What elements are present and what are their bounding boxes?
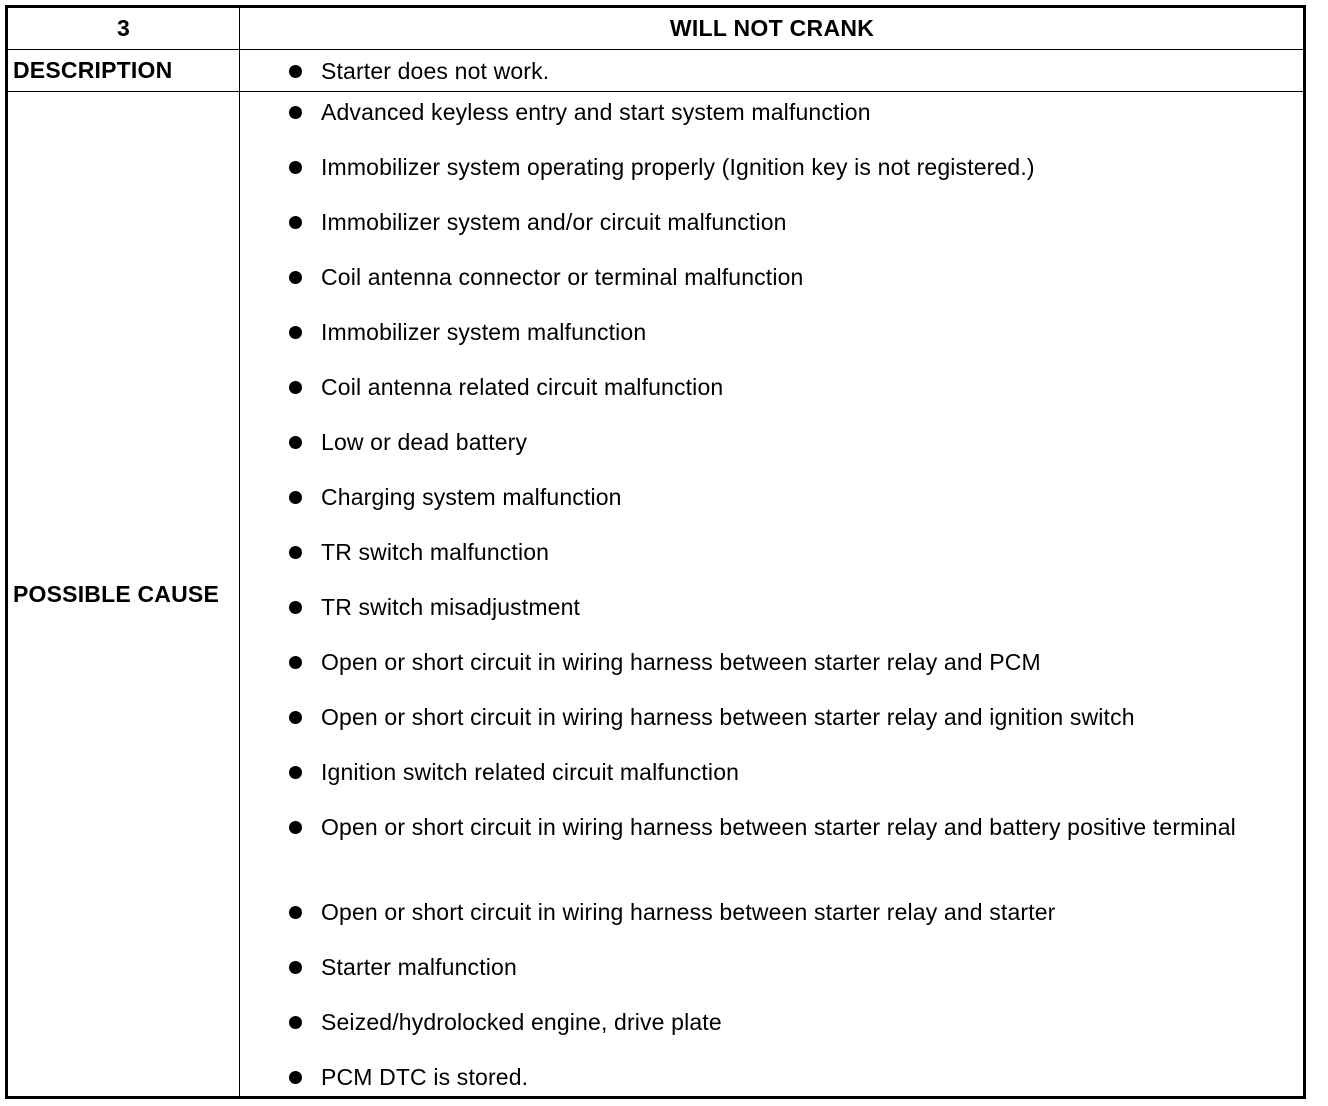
list-item-text: Ignition switch related circuit malfunction — [321, 759, 740, 785]
list-item — [241, 897, 1273, 927]
list-item — [241, 317, 1273, 347]
list-item-text: TR switch malfunction — [321, 539, 550, 565]
bullet-icon — [289, 546, 302, 559]
description-row — [8, 50, 1303, 92]
list-item — [241, 702, 1273, 732]
bullet-icon — [289, 106, 302, 119]
list-item-text: Open or short circuit in wiring harness between starter relay and ignition switch — [321, 704, 1135, 730]
symptom-title: WILL NOT CRANK — [669, 15, 875, 41]
list-item — [241, 1007, 1273, 1037]
list-item — [241, 812, 1273, 842]
table-header-row — [8, 8, 1303, 50]
troubleshooting-table — [5, 5, 1306, 1099]
description-label: DESCRIPTION — [13, 57, 173, 83]
list-item — [241, 152, 1273, 182]
possible-cause-row — [8, 92, 1303, 1096]
symptom-number: 3 — [117, 15, 130, 41]
bullet-icon — [289, 326, 302, 339]
list-item-text: Coil antenna connector or terminal malfunction — [321, 264, 804, 290]
column-divider — [239, 50, 240, 91]
list-item — [241, 372, 1273, 402]
bullet-icon — [289, 821, 302, 834]
bullet-icon — [289, 1071, 302, 1084]
list-item-text: PCM DTC is stored. — [321, 1064, 529, 1090]
bullet-icon — [289, 271, 302, 284]
list-item-text: TR switch misadjustment — [321, 594, 581, 620]
description-cell — [241, 50, 1303, 91]
list-item — [241, 592, 1273, 622]
list-item — [241, 262, 1273, 292]
list-item-text: Immobilizer system and/or circuit malfunction — [321, 209, 787, 235]
bullet-icon — [289, 161, 302, 174]
list-item — [241, 537, 1273, 567]
list-item-text: Coil antenna related circuit malfunction — [321, 374, 724, 400]
bullet-icon — [289, 1016, 302, 1029]
list-item — [241, 647, 1273, 677]
bullet-icon — [289, 601, 302, 614]
list-item-text: Open or short circuit in wiring harness between starter relay and PCM — [321, 649, 1041, 675]
column-divider — [239, 8, 240, 49]
list-item — [241, 482, 1273, 512]
bullet-icon — [289, 381, 302, 394]
column-divider — [239, 92, 240, 1096]
list-item — [241, 757, 1273, 787]
bullet-icon — [289, 766, 302, 779]
possible-cause-label: POSSIBLE CAUSE — [13, 580, 220, 607]
list-item-text: Seized/hydrolocked engine, drive plate — [321, 1009, 722, 1035]
bullet-icon — [289, 961, 302, 974]
list-item — [241, 952, 1273, 982]
list-item-text: Advanced keyless entry and start system malfunction — [321, 99, 871, 125]
bullet-icon — [289, 216, 302, 229]
description-item-text: Starter does not work. — [321, 57, 550, 84]
bullet-icon — [289, 656, 302, 669]
list-item — [241, 97, 1273, 127]
bullet-icon — [289, 711, 302, 724]
list-item — [241, 207, 1273, 237]
list-item-text: Immobilizer system malfunction — [321, 319, 647, 345]
list-item-text: Open or short circuit in wiring harness between starter relay and battery positive terminal — [321, 814, 1236, 840]
bullet-icon — [289, 491, 302, 504]
bullet-icon — [289, 65, 302, 78]
list-item — [241, 1062, 1273, 1092]
list-item — [241, 427, 1273, 457]
list-item-text: Immobilizer system operating properly (Ignition key is not registered.) — [321, 154, 1035, 180]
description-item — [241, 56, 549, 86]
list-item-text: Open or short circuit in wiring harness between starter relay and starter — [321, 899, 1056, 925]
bullet-icon — [289, 906, 302, 919]
list-item-text: Starter malfunction — [321, 954, 517, 980]
list-item-text: Charging system malfunction — [321, 484, 622, 510]
possible-cause-list — [241, 92, 1303, 1096]
list-item-text: Low or dead battery — [321, 429, 528, 455]
bullet-icon — [289, 436, 302, 449]
